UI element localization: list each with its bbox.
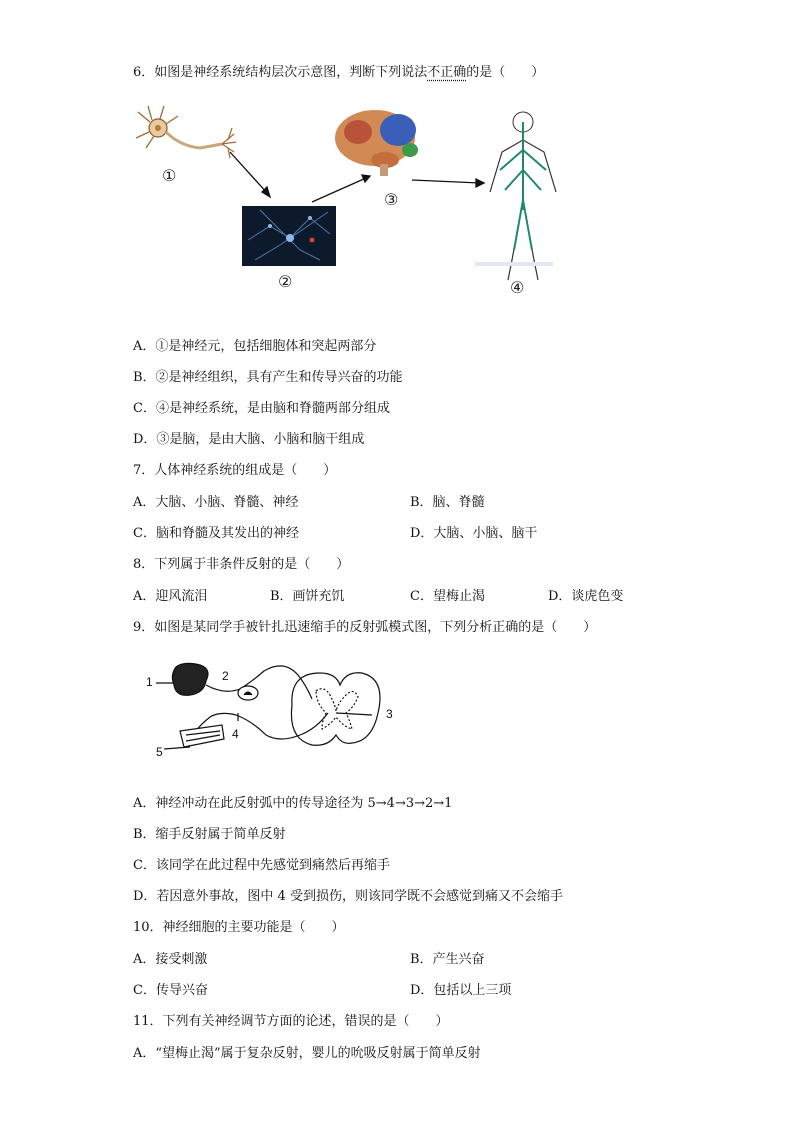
q8-option-a[interactable]: A．迎风流泪: [133, 589, 208, 604]
reflex-label-4: 4: [232, 727, 239, 741]
nervous-system-body-image: [475, 112, 556, 280]
q11-option-a[interactable]: A．“望梅止渴”属于复杂反射，婴儿的吮吸反射属于简单反射: [133, 1046, 481, 1061]
q6-option-a[interactable]: A．①是神经元，包括细胞体和突起两部分: [133, 339, 377, 354]
q6-stem-emphasis: [427, 65, 466, 80]
q7-option-b[interactable]: B．脑、脊髓: [410, 495, 485, 510]
reflex-label-5: 5: [156, 745, 163, 759]
q6-option-b[interactable]: B．②是神经组织，具有产生和传导兴奋的功能: [133, 370, 403, 385]
q8-option-c[interactable]: C．望梅止渴: [410, 589, 485, 604]
label-1: ①: [162, 166, 177, 185]
label-4: ④: [510, 278, 525, 297]
q9-figure: [140, 655, 400, 767]
reflex-label-1: 1: [146, 675, 153, 689]
q6-stem-part1: 6．如图是神经系统结构层次示意图，判断下列说法: [133, 65, 428, 80]
q8-stem: 8．下列属于非条件反射的是（ ）: [133, 557, 350, 572]
q6-option-d[interactable]: D．③是脑，是由大脑、小脑和脑干组成: [133, 432, 365, 447]
q10-option-a[interactable]: A．接受刺激: [133, 952, 208, 967]
reflex-label-3: 3: [386, 707, 393, 721]
q8-option-b[interactable]: B．画饼充饥: [270, 589, 345, 604]
q6-stem: [133, 64, 544, 82]
neuron-image: [136, 106, 236, 158]
q10-option-c[interactable]: C．传导兴奋: [133, 983, 208, 998]
q9-option-d[interactable]: D．若因意外事故，图中 4 受到损伤，则该同学既不会感觉到痛又不会缩手: [133, 889, 563, 904]
q7-option-c[interactable]: C．脑和脊髓及其发出的神经: [133, 526, 299, 541]
q9-option-b[interactable]: B．缩手反射属于简单反射: [133, 827, 286, 842]
q7-stem: 7．人体神经系统的组成是（ ）: [133, 463, 337, 478]
q9-option-a[interactable]: A．神经冲动在此反射弧中的传导途径为 5→4→3→2→1: [133, 796, 453, 811]
brain-image: [335, 110, 418, 176]
q10-option-d[interactable]: D．包括以上三项: [410, 983, 512, 998]
q6-emphasis-text: 不正确: [427, 65, 467, 80]
q10-stem: 10．神经细胞的主要功能是（ ）: [133, 920, 345, 935]
nervous-system-diagram: [130, 100, 570, 300]
label-2: ②: [278, 272, 293, 291]
q8-option-d[interactable]: D．谈虎色变: [548, 589, 624, 604]
q6-stem-part2: 的是（ ）: [466, 65, 545, 80]
label-3: ③: [384, 190, 399, 209]
q7-option-d[interactable]: D．大脑、小脑、脑干: [410, 526, 538, 541]
q9-option-c[interactable]: C．该同学在此过程中先感觉到痛然后再缩手: [133, 858, 390, 873]
q9-stem: 9．如图是某同学手被针扎迅速缩手的反射弧模式图，下列分析正确的是（ ）: [133, 620, 597, 635]
reflex-label-2: 2: [222, 669, 229, 683]
q10-option-b[interactable]: B．产生兴奋: [410, 952, 485, 967]
q6-figure: [130, 100, 570, 300]
reflex-arc-diagram: [140, 655, 400, 767]
nerve-tissue-image: [242, 206, 336, 266]
q11-stem: 11．下列有关神经调节方面的论述，错误的是（ ）: [133, 1014, 449, 1029]
q6-option-c[interactable]: C．④是神经系统，是由脑和脊髓两部分组成: [133, 401, 390, 416]
q7-option-a[interactable]: A．大脑、小脑、脊髓、神经: [133, 495, 299, 510]
